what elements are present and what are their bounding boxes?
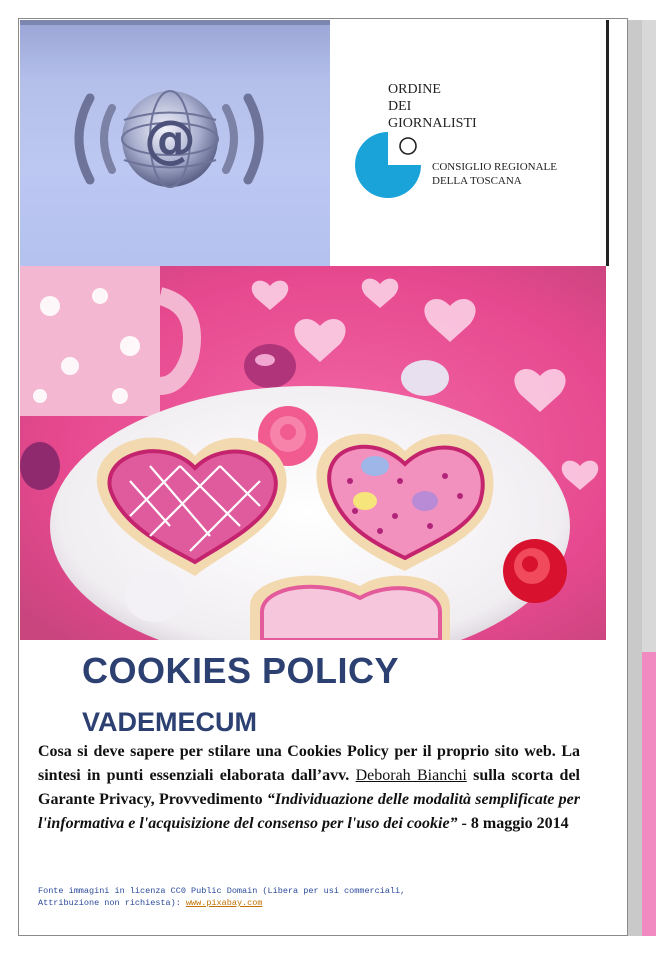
logo-line-giornalisti: GIORNALISTI	[388, 116, 477, 131]
pixabay-link[interactable]: www.pixabay.com	[185, 898, 263, 908]
author-link[interactable]: Deborah Bianchi	[355, 767, 467, 784]
intro-text-2: sulla scorta del Garante Privacy, Provvedimento	[38, 767, 580, 808]
banner-topbar	[20, 20, 330, 25]
credit-line-2: Attribuzione non richiesta):	[38, 898, 186, 908]
svg-text:@: @	[144, 110, 196, 170]
intro-paragraph	[38, 740, 580, 836]
at-globe-icon	[20, 20, 330, 266]
page-shadow	[628, 20, 642, 936]
intro-text-1: Cosa si deve sapere per stilare una Cookies Policy per il proprio sito web. La sintesi in punti essenziali elaborata dall’avv.	[38, 743, 580, 784]
credit-line-1: Fonte immagini in licenza CC0 Public Domain (Libera per usi commerciali,	[38, 886, 406, 896]
image-credit	[38, 885, 405, 909]
provvedimento-quote: “Individuazione delle modalità semplificate per l'informativa e l'acquisizione del consenso per l'uso dei cookie”	[38, 791, 580, 832]
logo-line-ordine: ORDINE	[388, 82, 441, 97]
logo-line-consiglio: CONSIGLIO REGIONALE	[432, 161, 557, 173]
logo-pie-icon	[346, 130, 436, 200]
logo-line-toscana: DELLA TOSCANA	[432, 175, 522, 187]
logo-line-dei: DEI	[388, 99, 412, 114]
pink-side-strip	[642, 652, 656, 936]
page-title: COOKIES POLICY	[82, 650, 400, 691]
at-symbol-banner	[20, 20, 330, 266]
page-subtitle: VADEMECUM	[82, 707, 257, 737]
scrollbar-track[interactable]	[642, 20, 656, 652]
provvedimento-date: - 8 maggio 2014	[457, 815, 569, 832]
valentine-cookies-photo	[20, 266, 606, 640]
